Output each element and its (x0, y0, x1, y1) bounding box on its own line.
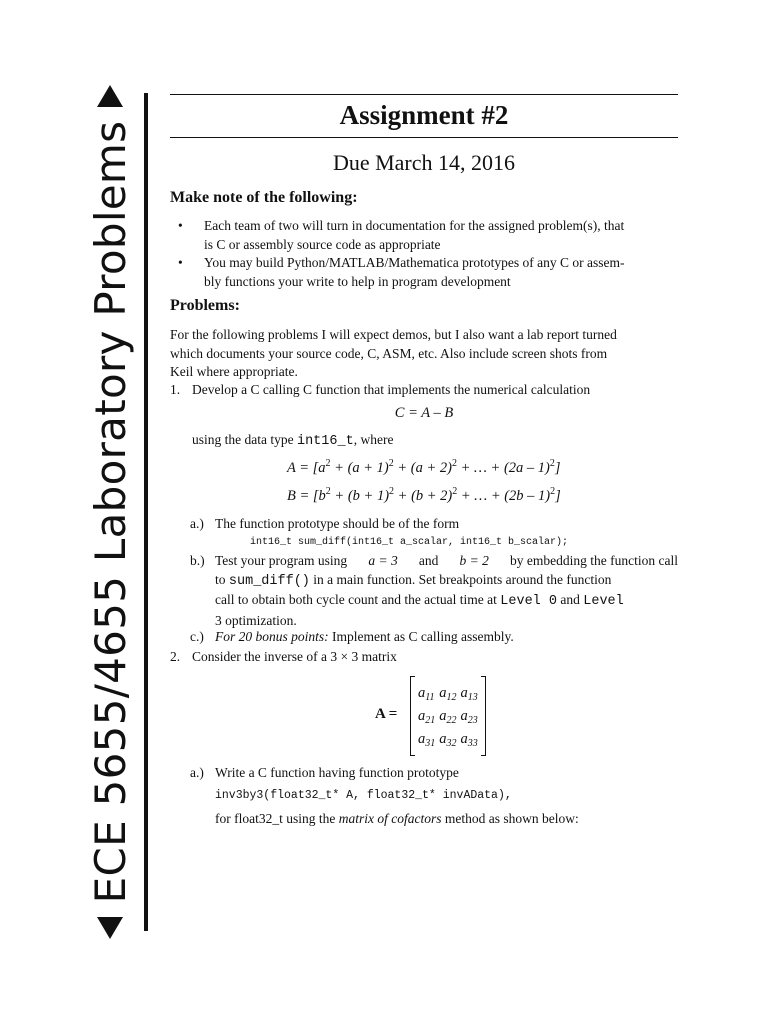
text-span: method as shown below: (441, 811, 579, 826)
sub-label: c.) (190, 629, 204, 644)
note-line: bly functions your write to help in program development (204, 273, 511, 289)
matrix-cell (439, 685, 456, 702)
top-rule (170, 94, 678, 95)
sub-text: The function prototype should be of the form (215, 516, 460, 531)
matrix-subscript: 33 (467, 737, 478, 749)
triangle-right-icon (97, 85, 123, 107)
text-line (215, 571, 678, 592)
using-code: int16_t (296, 434, 354, 449)
exponent: 2 (325, 458, 331, 469)
matrix-symbol: a (439, 684, 447, 701)
matrix (410, 677, 486, 755)
exponent: 2 (325, 486, 331, 497)
matrix-cell (418, 708, 435, 725)
text-span: by embedding the function call (506, 553, 678, 568)
intro-line: which documents your source code, C, ASM, etc. Also include screen shots from (170, 345, 608, 361)
code-span: sum_diff() (228, 573, 310, 589)
matrix-subscript: 22 (446, 714, 457, 726)
intro-line: For the following problems I will expect demos, but I also want a lab report turned (170, 327, 617, 342)
exponent: 2 (389, 486, 395, 497)
eq-term: + (a + 1) (330, 460, 389, 476)
using-post: , where (353, 432, 394, 447)
due-date: Due March 14, 2016 (332, 150, 516, 175)
equation-c: C = A – B (394, 405, 454, 421)
text-span: in a main function. Set breakpoints around the function (309, 571, 612, 587)
eq-term: + (a + 2) (393, 460, 452, 476)
code-span: Level 0 (500, 594, 557, 609)
vertical-divider (144, 93, 148, 931)
matrix-subscript: 12 (446, 691, 457, 703)
math-span: a = 3 (368, 553, 398, 568)
using-line (192, 431, 393, 452)
text-span: to (215, 571, 229, 587)
matrix-subscript: 23 (467, 714, 478, 726)
text-span: Test your program using (215, 553, 351, 568)
matrix-cell (461, 708, 478, 725)
matrix-symbol: a (439, 707, 447, 724)
eq-term: B = [b (287, 488, 326, 504)
intro-line: Keil where appropriate. (170, 364, 298, 379)
equation-b (287, 488, 561, 505)
matrix-lhs: A = (375, 706, 398, 722)
matrix-grid (415, 685, 481, 748)
matrix-cell (439, 708, 456, 725)
italic-span: For 20 bonus points: (215, 629, 329, 644)
sidebar-title-text: ECE 5655/4655 Laboratory Problems (85, 120, 135, 904)
sub-text: Write a C function having function prototype (215, 765, 459, 780)
sub-text (215, 628, 678, 647)
text-line (215, 591, 678, 612)
using-pre: using the data type (192, 432, 297, 447)
exponent: 2 (549, 458, 555, 469)
note-line: Each team of two will turn in documentation for the assigned problem(s), that (204, 218, 625, 233)
matrix-symbol: a (460, 730, 468, 747)
problem-1-text: Develop a C calling C function that implements the numerical calculation (192, 382, 591, 397)
code-span: Level (583, 594, 624, 609)
eq-term: + … + (2b – 1) (457, 488, 551, 504)
matrix-symbol: a (460, 684, 468, 701)
text-span: Implement as C calling assembly. (328, 629, 514, 644)
eq-term: A = [a (287, 460, 326, 476)
sidebar-title (82, 62, 138, 962)
text-span: call to obtain both cycle count and the actual time at (215, 592, 501, 607)
equation-a (287, 460, 561, 477)
text-line (215, 552, 678, 571)
matrix-symbol: a (418, 730, 426, 747)
matrix-subscript: 13 (467, 691, 478, 703)
bullet-icon: • (178, 255, 183, 270)
code-inv3by3: inv3by3(float32_t* A, float32_t* invAData), (215, 789, 512, 802)
sub-label: b.) (190, 553, 205, 568)
problem-1-number: 1. (170, 382, 181, 397)
note-item (204, 254, 678, 291)
triangle-left-icon (97, 917, 123, 939)
matrix-subscript: 32 (446, 737, 457, 749)
matrix-symbol: a (418, 684, 426, 701)
matrix-symbol: a (460, 707, 468, 724)
text-span: for float32_t using the (215, 811, 339, 826)
notes-heading: Make note of the following: (170, 189, 358, 206)
math-span: b = 2 (459, 553, 489, 568)
matrix-subscript: 11 (425, 691, 435, 703)
code-prototype: int16_t sum_diff(int16_t a_scalar, int16_t b_scalar); (250, 537, 569, 548)
note-line: is C or assembly source code as appropriate (204, 236, 441, 252)
problems-heading: Problems: (170, 297, 240, 314)
exponent: 2 (452, 458, 457, 469)
eq-term: + … + (2a – 1) (457, 460, 550, 476)
text-span: and (557, 592, 584, 607)
for-line (215, 810, 579, 829)
bullet-icon: • (178, 218, 183, 233)
matrix-right-bracket (481, 676, 486, 756)
eq-term: + (b + 2) (394, 488, 453, 504)
matrix-cell (418, 731, 435, 748)
sub-label: a.) (190, 516, 204, 531)
matrix-cell (461, 731, 478, 748)
text-line: 3 optimization. (215, 612, 297, 628)
problems-intro (170, 326, 678, 382)
page-title: Assignment #2 (339, 100, 509, 130)
problem-2-number: 2. (170, 649, 181, 664)
matrix-subscript: 31 (425, 737, 436, 749)
text-span: and (415, 553, 442, 568)
note-line: You may build Python/MATLAB/Mathematica prototypes of any C or assem- (204, 255, 625, 270)
note-item (204, 217, 678, 254)
matrix-cell (418, 685, 435, 702)
exponent: 2 (550, 486, 556, 497)
sub-text (215, 552, 678, 630)
eq-term: + (b + 1) (330, 488, 390, 504)
problem-2-text: Consider the inverse of a 3 × 3 matrix (192, 649, 397, 664)
matrix-symbol: a (418, 707, 426, 724)
sub-label: a.) (190, 765, 204, 780)
exponent: 2 (452, 486, 458, 497)
matrix-symbol: a (439, 730, 447, 747)
eq-term: ] (555, 488, 561, 504)
title-rule (170, 137, 678, 138)
matrix-subscript: 21 (425, 714, 436, 726)
matrix-cell (439, 731, 456, 748)
eq-term: ] (554, 460, 561, 476)
italic-span: matrix of cofactors (338, 811, 442, 826)
exponent: 2 (388, 458, 394, 469)
matrix-cell (461, 685, 478, 702)
